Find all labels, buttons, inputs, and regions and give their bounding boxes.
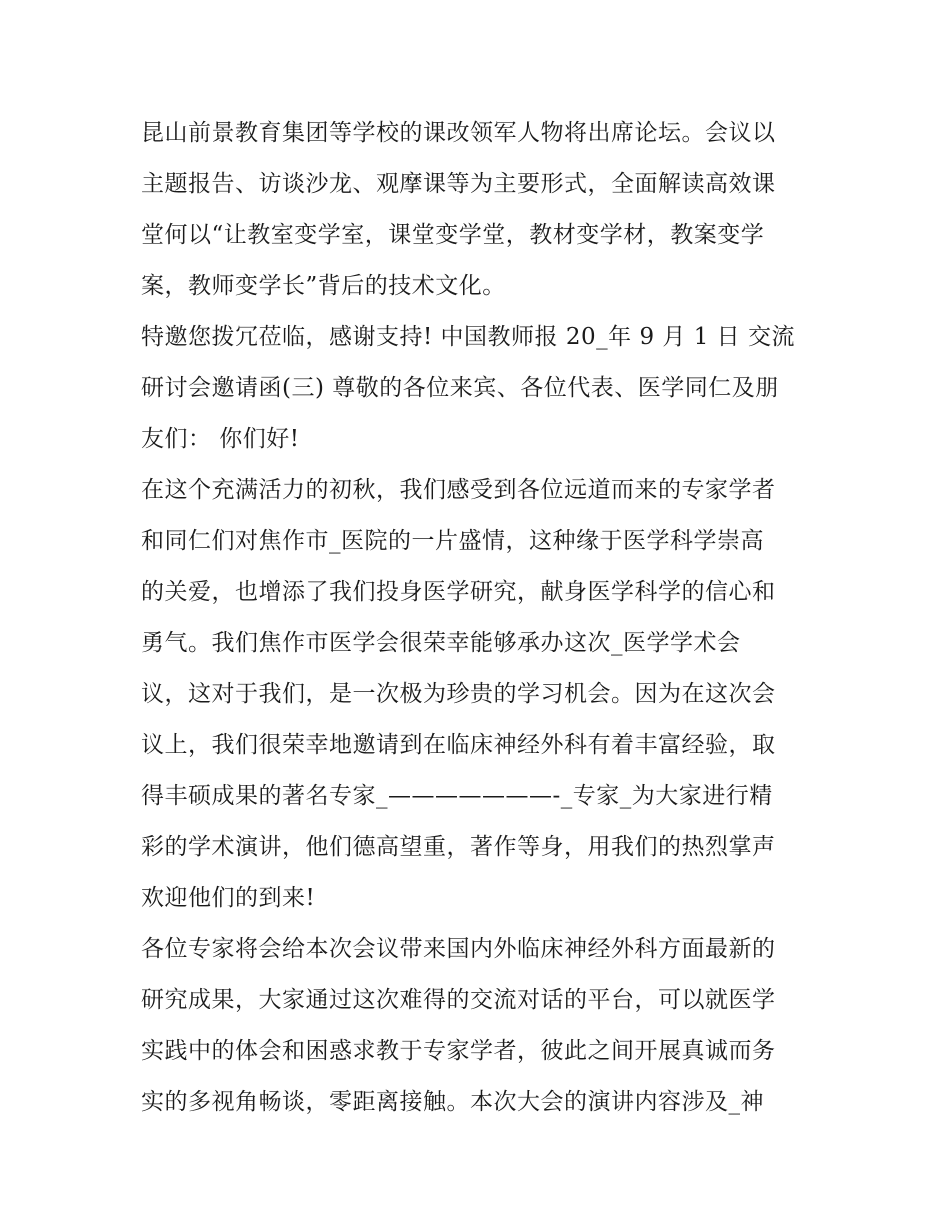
text-line: 的关爱，也增添了我们投身医学研究，献身医学科学的信心和 xyxy=(141,579,776,605)
paragraph-experts xyxy=(141,924,821,1128)
text-line: 友们： 你们好! xyxy=(141,426,300,452)
text-line: 勇气。我们焦作市医学会很荣幸能够承办这次_医学学术会 xyxy=(141,630,741,656)
text-line: 议，这对于我们，是一次极为珍贵的学习机会。因为在这次会 xyxy=(141,681,776,707)
document-body xyxy=(141,108,821,1128)
text-line: 在这个充满活力的初秋，我们感受到各位远道而来的专家学者 xyxy=(141,477,776,503)
paragraph-welcome xyxy=(141,465,821,924)
text-line: 主题报告、访谈沙龙、观摩课等为主要形式，全面解读高效课 xyxy=(141,171,776,197)
text-line: 案，教师变学长”背后的技术文化。 xyxy=(141,273,506,299)
text-line: 研究成果，大家通过这次难得的交流对话的平台，可以就医学 xyxy=(141,987,776,1013)
text-line: 堂何以“让教室变学室，课堂变学堂，教材变学材，教案变学 xyxy=(141,222,765,248)
text-line: 实的多视角畅谈，零距离接触。本次大会的演讲内容涉及_神 xyxy=(141,1089,764,1115)
text-line: 各位专家将会给本次会议带来国内外临床神经外科方面最新的 xyxy=(141,936,776,962)
text-line: 议上，我们很荣幸地邀请到在临床神经外科有着丰富经验，取 xyxy=(141,732,776,758)
paragraph-invitation-greeting xyxy=(141,312,821,465)
text-line: 实践中的体会和困惑求教于专家学者，彼此之间开展真诚而务 xyxy=(141,1038,776,1064)
text-line: 昆山前景教育集团等学校的课改领军人物将出席论坛。会议以 xyxy=(141,120,776,146)
text-line: 得丰硕成果的著名专家_———————-_专家_为大家进行精 xyxy=(141,783,773,809)
text-line: 研讨会邀请函(三) 尊敬的各位来宾、各位代表、医学同仁及朋 xyxy=(141,375,779,401)
text-line: 欢迎他们的到来! xyxy=(141,885,316,911)
text-line: 和同仁们对焦作市_医院的一片盛情，这种缘于医学科学崇高 xyxy=(141,528,764,554)
paragraph-forum-intro xyxy=(141,108,821,312)
text-line: 特邀您拨冗莅临，感谢支持! 中国教师报 20_年 9 月 1 日 交流 xyxy=(141,324,795,350)
text-line: 彩的学术演讲，他们德高望重，著作等身，用我们的热烈掌声 xyxy=(141,834,776,860)
